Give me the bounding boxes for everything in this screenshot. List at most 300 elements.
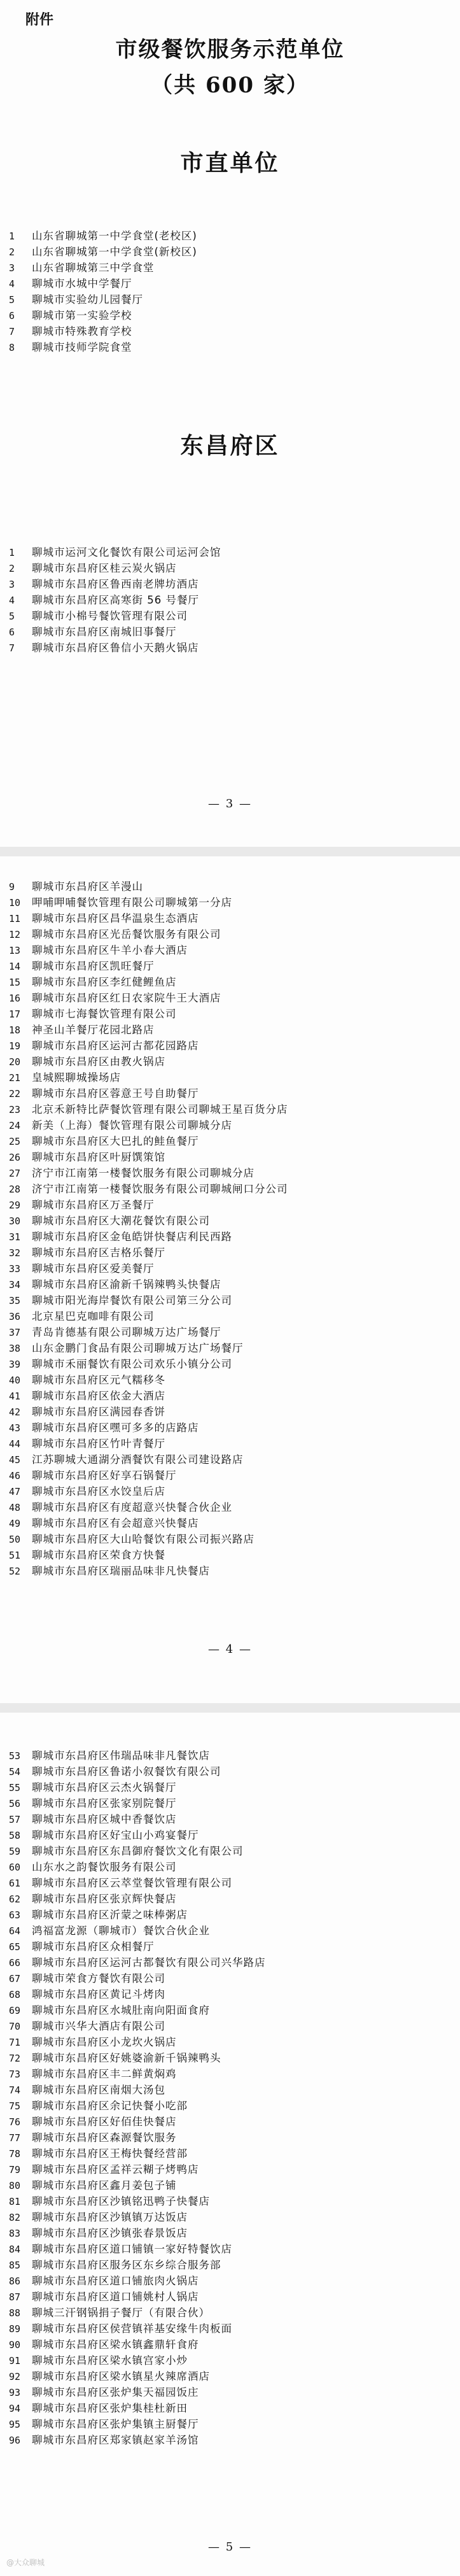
list-item [9, 974, 288, 990]
item-number: 86 [9, 2275, 21, 2287]
list-item [9, 1859, 266, 1875]
item-name: 聊城市东昌府区南城旧事餐厅 [32, 626, 177, 638]
item-name: 神圣山羊餐厅花园北路店 [32, 1024, 155, 1036]
document-title: 市级餐饮服务示范单位 [115, 37, 345, 62]
list-dongchangfu-page1 [9, 544, 221, 656]
item-number: 54 [9, 1766, 21, 1778]
item-number: 37 [9, 1327, 21, 1338]
item-number: 26 [9, 1152, 21, 1163]
item-name: 聊城市东昌府区道口铺镇一家好特餐饮店 [32, 2243, 232, 2255]
item-name: 山东省聊城第一中学食堂(老校区) [32, 230, 197, 242]
item-name: 聊城市东昌府区张京辉快餐店 [32, 1893, 177, 1905]
item-name: 聊城市东昌府区桂云炭火锅店 [32, 562, 177, 574]
item-number: 77 [9, 2132, 21, 2144]
list-item [9, 1181, 288, 1197]
list-item [9, 2018, 266, 2034]
item-name: 聊城市东昌府区有会超意兴快餐店 [32, 1517, 199, 1529]
item-name: 聊城市东昌府区元气糯移冬 [32, 1374, 165, 1386]
item-number: 56 [9, 1798, 21, 1809]
item-number: 64 [9, 1925, 21, 1937]
list-item [9, 1780, 266, 1795]
item-name: 聊城市东昌府区竹叶青餐厅 [32, 1438, 165, 1450]
item-number: 55 [9, 1782, 21, 1794]
item-number: 47 [9, 1486, 21, 1497]
page-number: — 3 — [208, 797, 252, 810]
item-number: 70 [9, 2021, 21, 2032]
item-name: 皇城熙聊城操场店 [32, 1072, 121, 1084]
item-number: 38 [9, 1343, 21, 1354]
section-title-city: 市直单位 [180, 150, 280, 176]
list-item [9, 560, 221, 576]
list-item [9, 1197, 288, 1213]
item-name: 聊城市特殊教育学校 [32, 325, 132, 337]
list-item [9, 624, 221, 640]
item-name: 聊城市东昌府区梁水镇宫家小炒 [32, 2354, 188, 2367]
list-item [9, 1875, 266, 1891]
item-number: 74 [9, 2084, 21, 2096]
item-number: 75 [9, 2100, 21, 2112]
list-item [9, 323, 197, 339]
item-name: 聊城市东昌府区沙镇张春景饭店 [32, 2227, 188, 2239]
item-number: 92 [9, 2371, 21, 2382]
list-item [9, 2400, 266, 2416]
item-name: 聊城市东昌府区张炉集镇主厨餐厅 [32, 2418, 199, 2430]
list-item [9, 1165, 288, 1181]
item-name: 聊城市东昌府区嘿可多多的店路店 [32, 1422, 199, 1434]
item-number: 34 [9, 1279, 21, 1291]
item-name: 聊城市东昌府区蓉意王号自助餐厅 [32, 1087, 199, 1100]
list-item [9, 2146, 266, 2162]
item-name: 聊城市东昌府区爱美餐厅 [32, 1263, 155, 1275]
item-name: 聊城市东昌府区孟祥云糊子烤鸭店 [32, 2163, 199, 2176]
item-name: 聊城市东昌府区东昌御府餐饮文化有限公司 [32, 1845, 244, 1857]
item-number: 61 [9, 1878, 21, 1889]
item-name: 聊城市禾丽餐饮有限公司欢乐小镇分公司 [32, 1358, 232, 1370]
item-number: 35 [9, 1295, 21, 1306]
item-number: 32 [9, 1247, 21, 1259]
item-name: 山东省聊城第三中学食堂 [32, 262, 155, 274]
item-number: 5 [9, 294, 15, 306]
list-item [9, 1086, 288, 1101]
list-item [9, 544, 221, 560]
item-number: 41 [9, 1391, 21, 1402]
list-item [9, 1923, 266, 1939]
list-item [9, 910, 288, 926]
list-item [9, 1404, 288, 1420]
item-number: 53 [9, 1750, 21, 1762]
item-number: 73 [9, 2069, 21, 2080]
item-name: 聊城市东昌府区好姚婆渝新千锅辣鸭头 [32, 2052, 221, 2064]
list-item [9, 2353, 266, 2368]
item-number: 44 [9, 1438, 21, 1450]
item-name: 聊城市东昌府区鲁信小天鹅火锅店 [32, 642, 199, 654]
item-number: 48 [9, 1502, 21, 1513]
item-number: 52 [9, 1566, 21, 1577]
item-number: 7 [9, 326, 15, 337]
list-item [9, 640, 221, 656]
item-name: 聊城市东昌府区运河古都花园路店 [32, 1040, 199, 1052]
item-name: 聊城市东昌府区沙镇铭迅鸭子快餐店 [32, 2195, 210, 2207]
list-item [9, 1372, 288, 1388]
item-number: 91 [9, 2355, 21, 2367]
item-number: 22 [9, 1088, 21, 1100]
item-number: 8 [9, 342, 15, 353]
item-name: 聊城市东昌府区云杰火锅餐厅 [32, 1781, 177, 1794]
list-item [9, 1149, 288, 1165]
item-name: 聊城市东昌府区好佰佳快餐店 [32, 2116, 177, 2128]
item-name: 聊城市东昌府区渝新千锅辣鸭头快餐店 [32, 1278, 221, 1291]
item-name: 聊城市东昌府区好享石锅餐厅 [32, 1469, 177, 1482]
list-item [9, 2098, 266, 2114]
item-number: 82 [9, 2212, 21, 2223]
list-item [9, 895, 288, 910]
item-name: 聊城市东昌府区沙镇镇万达饭店 [32, 2211, 188, 2223]
document-page-1 [0, 0, 460, 847]
list-item [9, 2066, 266, 2082]
item-name: 聊城市东昌府区云萃堂餐饮管理有限公司 [32, 1877, 232, 1889]
item-name: 聊城市水城中学餐厅 [32, 278, 132, 290]
item-name: 聊城市东昌府区大潮花餐饮有限公司 [32, 1215, 210, 1227]
item-number: 90 [9, 2339, 21, 2351]
list-item [9, 1971, 266, 1986]
item-name: 山东金鹏门食品有限公司聊城万达广场餐厅 [32, 1342, 244, 1354]
list-item [9, 1356, 288, 1372]
item-name: 聊城市东昌府区伟瑞品味非凡餐饮店 [32, 1750, 210, 1762]
item-name: 聊城市东昌府区好宝山小鸡宴餐厅 [32, 1829, 199, 1841]
item-number: 69 [9, 2005, 21, 2016]
page-divider [0, 847, 460, 856]
item-number: 67 [9, 1973, 21, 1985]
item-number: 72 [9, 2053, 21, 2064]
list-item [9, 942, 288, 958]
list-item [9, 1764, 266, 1780]
list-item [9, 2241, 266, 2257]
page-number: — 4 — [208, 1643, 252, 1656]
item-number: 2 [9, 563, 15, 574]
item-number: 14 [9, 961, 21, 972]
item-number: 1 [9, 547, 15, 558]
list-item [9, 244, 197, 260]
item-number: 66 [9, 1957, 21, 1969]
list-item [9, 1324, 288, 1340]
list-item [9, 1891, 266, 1907]
item-number: 96 [9, 2435, 21, 2446]
item-name: 聊城市七海餐饮管理有限公司 [32, 1008, 177, 1020]
item-name: 聊城市东昌府区小龙坎火锅店 [32, 2036, 177, 2048]
item-name: 聊城市东昌府区瑞丽品味非凡快餐店 [32, 1565, 210, 1577]
list-dongchangfu-page2 [9, 879, 288, 1579]
item-name: 山东水之韵餐饮服务有限公司 [32, 1861, 177, 1873]
list-item [9, 1827, 266, 1843]
list-item [9, 990, 288, 1006]
item-name: 聊城市东昌府区南烟大汤包 [32, 2084, 165, 2096]
item-name: 山东省聊城第一中学食堂(新校区) [32, 246, 197, 258]
item-number: 15 [9, 977, 21, 988]
item-number: 33 [9, 1263, 21, 1275]
item-name: 聊城市东昌府区吉格乐餐厅 [32, 1247, 165, 1259]
item-name: 青岛肯德基有限公司聊城万达广场餐厅 [32, 1326, 221, 1338]
list-item [9, 2034, 266, 2050]
item-name: 聊城市东昌府区道口铺姚村人锅店 [32, 2291, 199, 2303]
item-name: 聊城市荣食方餐饮有限公司 [32, 1972, 165, 1985]
list-item [9, 2162, 266, 2177]
item-name: 聊城市东昌府区丰二鲜黄焖鸡 [32, 2068, 177, 2080]
item-number: 80 [9, 2180, 21, 2191]
list-item [9, 1245, 288, 1261]
list-item [9, 576, 221, 592]
item-number: 78 [9, 2148, 21, 2160]
item-name: 聊城市东昌府区道口铺旅肉火锅店 [32, 2275, 199, 2287]
list-city [9, 228, 197, 355]
item-name: 呷哺呷哺餐饮管理有限公司聊城第一分店 [32, 896, 232, 909]
item-number: 42 [9, 1406, 21, 1418]
item-name: 聊城市东昌府区鑫月姜包子铺 [32, 2179, 177, 2191]
item-name: 聊城市兴华大酒店有限公司 [32, 2020, 165, 2032]
list-item [9, 608, 221, 624]
item-name: 聊城市东昌府区张炉集天福园饭庄 [32, 2386, 199, 2398]
item-name: 聊城市技师学院食堂 [32, 341, 132, 353]
list-item [9, 2384, 266, 2400]
list-item [9, 2337, 266, 2353]
document-subtitle: （共 600 家） [151, 73, 309, 98]
item-name: 聊城市东昌府区李红健鲤鱼店 [32, 976, 177, 988]
item-name: 聊城市阳光海岸餐饮有限公司第三分公司 [32, 1294, 232, 1306]
item-number: 84 [9, 2244, 21, 2255]
list-item [9, 308, 197, 323]
item-number: 60 [9, 1862, 21, 1873]
list-item [9, 2305, 266, 2321]
list-item [9, 1748, 266, 1764]
item-number: 6 [9, 626, 15, 638]
list-item [9, 1277, 288, 1292]
item-name: 江苏聊城大通湖分酒餐饮有限公司建设路店 [32, 1454, 244, 1466]
item-number: 9 [9, 881, 15, 893]
item-number: 12 [9, 929, 21, 940]
item-name: 聊城市东昌府区鲁诺小叙餐饮有限公司 [32, 1766, 221, 1778]
item-number: 30 [9, 1215, 21, 1227]
item-number: 5 [9, 611, 15, 622]
item-name: 聊城市东昌府区森源餐饮服务 [32, 2132, 177, 2144]
item-name: 聊城市东昌府区羊漫山 [32, 881, 143, 893]
list-item [9, 2002, 266, 2018]
list-item [9, 926, 288, 942]
item-number: 81 [9, 2196, 21, 2207]
item-number: 71 [9, 2037, 21, 2048]
item-number: 63 [9, 1909, 21, 1921]
item-number: 23 [9, 1104, 21, 1115]
list-item [9, 1939, 266, 1955]
list-item [9, 1843, 266, 1859]
item-number: 59 [9, 1846, 21, 1857]
item-name: 聊城市东昌府区有度超意兴快餐合伙企业 [32, 1501, 232, 1513]
list-item [9, 1117, 288, 1133]
list-item [9, 1907, 266, 1923]
list-item [9, 1054, 288, 1070]
list-item [9, 1022, 288, 1038]
item-name: 聊城市东昌府区依金大酒店 [32, 1390, 165, 1402]
item-number: 40 [9, 1375, 21, 1386]
list-item [9, 1006, 288, 1022]
item-number: 46 [9, 1470, 21, 1482]
item-name: 聊城市东昌府区水饺皇后店 [32, 1485, 165, 1497]
item-name: 聊城市东昌府区大山哈餐饮有限公司振兴路店 [32, 1533, 254, 1545]
item-number: 28 [9, 1184, 21, 1195]
item-number: 3 [9, 579, 15, 590]
list-item [9, 1133, 288, 1149]
list-dongchangfu-page3 [9, 1748, 266, 2448]
list-item [9, 1261, 288, 1277]
item-name: 聊城三汗钢锅捐子餐厅（有限合伙） [32, 2307, 210, 2319]
item-number: 21 [9, 1072, 21, 1084]
list-item [9, 958, 288, 974]
list-item [9, 1292, 288, 1308]
item-number: 13 [9, 945, 21, 956]
list-item [9, 2289, 266, 2305]
item-number: 88 [9, 2307, 21, 2319]
item-number: 25 [9, 1136, 21, 1147]
item-number: 29 [9, 1200, 21, 1211]
list-item [9, 879, 288, 895]
item-number: 3 [9, 262, 15, 274]
item-name: 聊城市东昌府区余记快餐小吃部 [32, 2100, 188, 2112]
item-number: 49 [9, 1518, 21, 1529]
list-item [9, 1547, 288, 1563]
item-name: 北京星巴克咖啡有限公司 [32, 1310, 155, 1322]
list-item [9, 1213, 288, 1229]
list-item [9, 2209, 266, 2225]
item-name: 鸿福富龙源（聊城市）餐饮合伙企业 [32, 1925, 210, 1937]
list-item [9, 2257, 266, 2273]
list-item [9, 1515, 288, 1531]
item-name: 聊城市东昌府区黄记斗烤肉 [32, 1988, 165, 2000]
item-name: 聊城市东昌府区运河古都餐饮有限公司兴华路店 [32, 1957, 266, 1969]
item-number: 27 [9, 1168, 21, 1179]
item-name: 聊城市第一实验学校 [32, 309, 132, 322]
item-name: 济宁市江南第一楼餐饮服务有限公司聊城闸口分公司 [32, 1183, 288, 1195]
list-item [9, 276, 197, 292]
item-name: 聊城市运河文化餐饮有限公司运河会馆 [32, 546, 221, 558]
list-item [9, 1986, 266, 2002]
item-name: 聊城市东昌府区万圣餐厅 [32, 1199, 155, 1211]
item-name: 聊城市东昌府区服务区东乡综合服务部 [32, 2259, 221, 2271]
item-number: 68 [9, 1989, 21, 2000]
list-item [9, 1811, 266, 1827]
list-item [9, 2050, 266, 2066]
item-number: 51 [9, 1550, 21, 1561]
list-item [9, 2130, 266, 2146]
item-name: 聊城市东昌府区金龟皓饼快餐店利民西路 [32, 1231, 232, 1243]
item-number: 18 [9, 1024, 21, 1036]
item-name: 聊城市东昌府区大巴扎的鲑鱼餐厅 [32, 1135, 199, 1147]
list-item [9, 1388, 288, 1404]
document-page-3 [0, 1713, 460, 2576]
item-number: 31 [9, 1231, 21, 1243]
item-number: 65 [9, 1941, 21, 1953]
item-number: 4 [9, 278, 15, 290]
attachment-label: 附件 [25, 12, 54, 28]
item-name: 聊城市东昌府区满园春香饼 [32, 1406, 165, 1418]
item-number: 45 [9, 1454, 21, 1466]
item-name: 聊城市东昌府区荣食方快餐 [32, 1549, 165, 1561]
item-name: 新美（上海）餐饮管理有限公司聊城分店 [32, 1119, 232, 1131]
list-item [9, 2416, 266, 2432]
list-item [9, 1499, 288, 1515]
item-number: 7 [9, 642, 15, 654]
list-item [9, 1795, 266, 1811]
item-name: 聊城市东昌府区城中香餐饮店 [32, 1813, 177, 1825]
item-number: 4 [9, 595, 15, 606]
page-divider [0, 1703, 460, 1713]
item-name: 聊城市东昌府区由教火锅店 [32, 1056, 165, 1068]
item-name: 聊城市东昌府区光岳餐饮服务有限公司 [32, 928, 221, 940]
item-number: 89 [9, 2323, 21, 2335]
item-number: 85 [9, 2260, 21, 2271]
item-number: 39 [9, 1359, 21, 1370]
item-number: 10 [9, 897, 21, 909]
list-item [9, 1070, 288, 1086]
item-name: 聊城市东昌府区梁水镇星火辣席酒店 [32, 2370, 210, 2382]
item-number: 76 [9, 2116, 21, 2128]
item-number: 43 [9, 1422, 21, 1434]
item-name: 北京禾新特比萨餐饮管理有限公司聊城王星百货分店 [32, 1103, 288, 1115]
list-item [9, 339, 197, 355]
item-name: 聊城市东昌府区郑家镇赵家羊汤馆 [32, 2434, 199, 2446]
item-number: 19 [9, 1040, 21, 1052]
item-number: 2 [9, 246, 15, 258]
item-number: 1 [9, 230, 15, 242]
item-name: 聊城市东昌府区众相餐厅 [32, 1941, 155, 1953]
list-item [9, 1955, 266, 1971]
item-number: 36 [9, 1311, 21, 1322]
list-item [9, 2082, 266, 2098]
list-item [9, 292, 197, 308]
list-item [9, 2225, 266, 2241]
item-number: 94 [9, 2403, 21, 2414]
item-name: 聊城市东昌府区高寒街 56 号餐厅 [32, 594, 199, 606]
item-number: 93 [9, 2387, 21, 2398]
item-number: 58 [9, 1830, 21, 1841]
item-name: 聊城市东昌府区梁水镇鑫鼎轩食府 [32, 2339, 199, 2351]
list-item [9, 1452, 288, 1468]
list-item [9, 592, 221, 608]
item-number: 6 [9, 310, 15, 322]
item-name: 聊城市小棉号餐饮管理有限公司 [32, 610, 188, 622]
document-page-2 [0, 856, 460, 1703]
list-item [9, 228, 197, 244]
item-name: 聊城市东昌府区凯旺餐厅 [32, 960, 155, 972]
item-number: 11 [9, 913, 21, 924]
item-name: 聊城市东昌府区叶厨馔策馆 [32, 1151, 165, 1163]
list-item [9, 1483, 288, 1499]
list-item [9, 1468, 288, 1483]
list-item [9, 2321, 266, 2337]
item-number: 62 [9, 1893, 21, 1905]
list-item [9, 1436, 288, 1452]
item-number: 16 [9, 993, 21, 1004]
item-name: 聊城市东昌府区昌华温泉生态酒店 [32, 912, 199, 924]
page-number: — 5 — [208, 2540, 252, 2554]
list-item [9, 1229, 288, 1245]
item-name: 聊城市实验幼儿园餐厅 [32, 294, 143, 306]
item-number: 95 [9, 2419, 21, 2430]
item-name: 聊城市东昌府区沂蒙之味棒粥店 [32, 1909, 188, 1921]
item-name: 聊城市东昌府区王梅快餐经营部 [32, 2148, 188, 2160]
watermark: @大众聊城 [6, 2558, 45, 2567]
list-item [9, 2273, 266, 2289]
item-name: 聊城市东昌府区牛羊小春大酒店 [32, 944, 188, 956]
item-number: 57 [9, 1814, 21, 1825]
item-number: 83 [9, 2228, 21, 2239]
